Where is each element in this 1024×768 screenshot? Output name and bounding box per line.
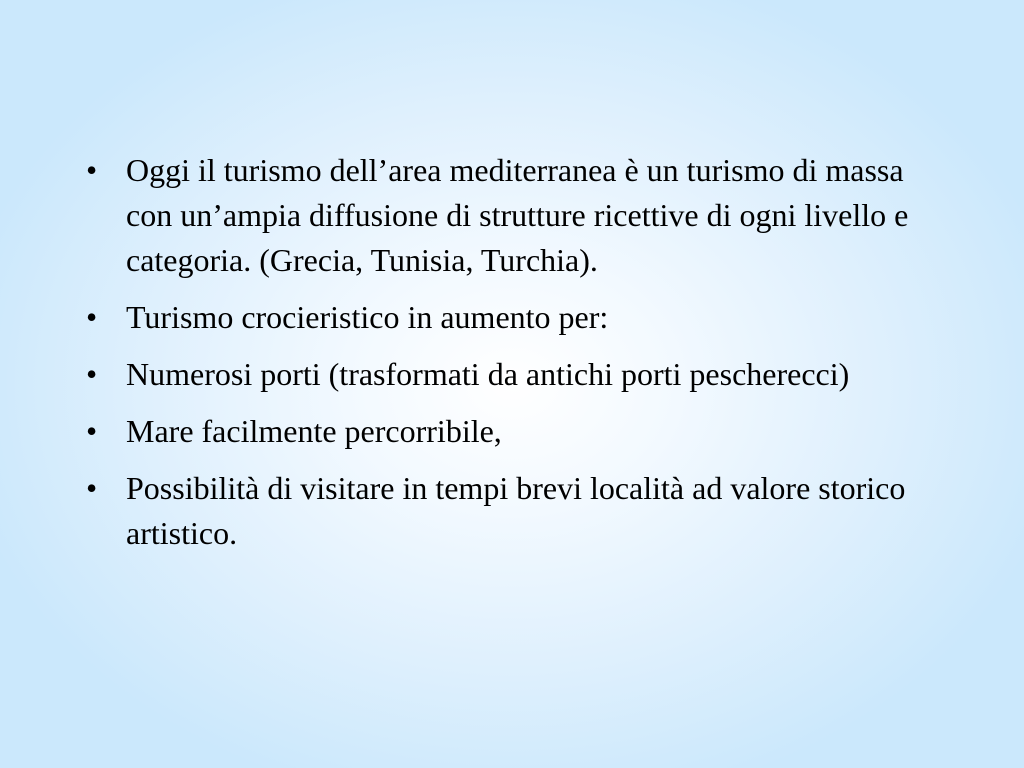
bullet-icon: • [86,152,98,188]
bullet-text: Possibilità di visitare in tempi brevi località ad valore storico artistico. [126,470,906,551]
bullet-text: Oggi il turismo dell’area mediterranea è un turismo di massa con un’ampia diffusione di strutture ricettive di ogni livello e categoria. (Grecia, Tunisia, Turchia). [126,152,909,278]
bullet-text: Mare facilmente percorribile, [126,413,502,449]
bullet-item [82,466,932,556]
bullet-list [82,148,932,568]
bullet-icon: • [86,356,98,392]
bullet-item [82,148,932,283]
bullet-item [82,352,932,397]
bullet-icon: • [86,299,98,335]
bullet-item [82,409,932,454]
bullet-icon: • [86,413,98,449]
bullet-text: Turismo crocieristico in aumento per: [126,299,609,335]
bullet-text: Numerosi porti (trasformati da antichi porti pescherecci) [126,356,850,392]
bullet-item [82,295,932,340]
bullet-icon: • [86,470,98,506]
